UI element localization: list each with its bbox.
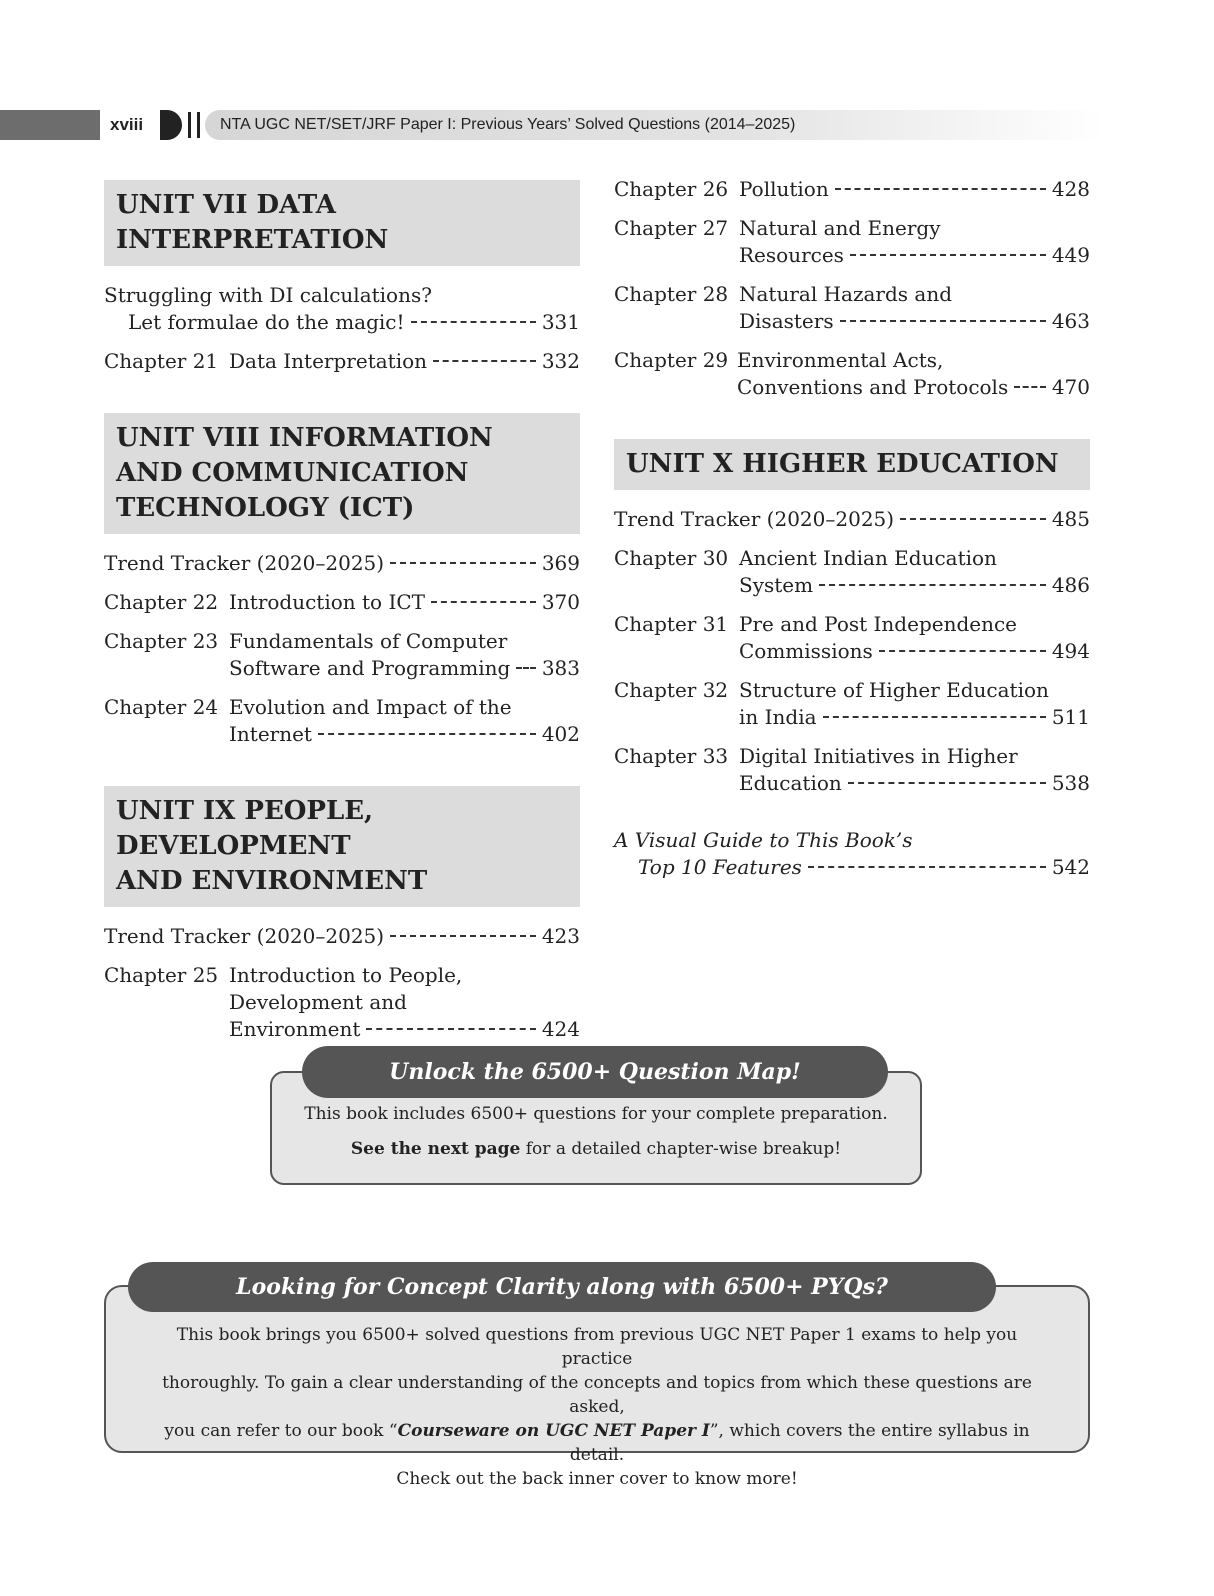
- header-cap: [160, 110, 182, 140]
- leader-dots: [366, 1028, 535, 1030]
- unit-viii-heading: [104, 413, 580, 534]
- entry-line: Top 10 Features: [638, 855, 802, 879]
- chapter-label: Chapter 31: [614, 612, 729, 636]
- entry-line: Struggling with DI calculations?: [104, 283, 432, 307]
- chapter-title: Fundamentals of Computer: [229, 629, 508, 653]
- page-ref: 538: [1051, 771, 1090, 795]
- chapter-title: Conventions and Protocols: [737, 375, 1009, 399]
- chapter-label: Chapter 24: [104, 695, 219, 719]
- toc-left-column: [104, 180, 580, 1055]
- chapter-title: in India: [739, 705, 817, 729]
- leader-dots: [850, 254, 1046, 256]
- book-title: NTA UGC NET/SET/JRF Paper I: Previous Years’ Solved Questions (2014–2025): [220, 116, 796, 133]
- page-ref: 423: [541, 924, 580, 948]
- chapter-label: Chapter 29: [614, 348, 729, 372]
- chapter-label: Chapter 33: [614, 744, 729, 768]
- chapter-title: Education: [739, 771, 842, 795]
- toc-entry-chapter-31[interactable]: [614, 611, 1090, 665]
- page-ref: 370: [541, 590, 580, 614]
- callout-line: This book brings you 6500+ solved questions from previous UGC NET Paper 1 exams to help you practice: [176, 1325, 1018, 1369]
- toc-entry-chapter-26[interactable]: [614, 176, 1090, 203]
- page-ref: 449: [1051, 243, 1090, 267]
- toc-entry-trend-tracker-higher-education[interactable]: [614, 506, 1090, 533]
- toc-entry-chapter-22[interactable]: [104, 589, 580, 616]
- page-number: xviii: [100, 110, 160, 140]
- leader-dots: [823, 716, 1046, 718]
- page-ref: 331: [541, 310, 580, 334]
- toc-entry-chapter-29[interactable]: [614, 347, 1090, 401]
- leader-dots: [433, 360, 536, 362]
- leader-dots: [411, 321, 536, 323]
- chapter-title: Pre and Post Independence: [739, 612, 1018, 636]
- chapter-label: Chapter 21: [104, 349, 219, 373]
- question-map-next-page: [270, 1139, 922, 1159]
- page-ref: 485: [1051, 507, 1090, 531]
- leader-dots: [840, 320, 1046, 322]
- toc-entry-di-formulae[interactable]: [104, 282, 580, 336]
- leader-dots: [819, 584, 1046, 586]
- toc-entry-chapter-32[interactable]: [614, 677, 1090, 731]
- leader-dots: [879, 650, 1046, 652]
- question-map-text: for a detailed chapter-wise breakup!: [520, 1139, 842, 1159]
- chapter-title: Digital Initiatives in Higher: [739, 744, 1018, 768]
- chapter-label: Chapter 25: [104, 963, 219, 987]
- unit-ix-title-line: UNIT IX PEOPLE, DEVELOPMENT: [116, 796, 374, 861]
- page-ref: 369: [541, 551, 580, 575]
- leader-dots: [835, 188, 1046, 190]
- entry-title: Trend Tracker (2020–2025): [614, 507, 895, 531]
- next-page-link-text: See the next page: [350, 1139, 521, 1159]
- toc-entry-chapter-25[interactable]: [104, 962, 580, 1043]
- toc-entry-trend-tracker-environment[interactable]: [104, 923, 580, 950]
- entry-line: A Visual Guide to This Book’s: [614, 828, 913, 852]
- chapter-title: Natural Hazards and: [739, 282, 952, 306]
- leader-dots: [431, 601, 536, 603]
- chapter-title: Development and: [229, 990, 407, 1014]
- concept-clarity-heading: Looking for Concept Clarity along with 6500+ PYQs?: [128, 1262, 996, 1312]
- callout-text: ”, which covers the entire syllabus in detail.: [569, 1421, 1030, 1465]
- leader-dots: [516, 667, 536, 669]
- callout-line: Check out the back inner cover to know more!: [396, 1469, 798, 1489]
- chapter-title: Introduction to ICT: [229, 590, 425, 614]
- page-ref: 486: [1051, 573, 1090, 597]
- question-map-text: This book includes 6500+ questions for your complete preparation.: [304, 1104, 888, 1124]
- toc-entry-chapter-23[interactable]: [104, 628, 580, 682]
- chapter-label: Chapter 32: [614, 678, 729, 702]
- chapter-title: Data Interpretation: [229, 349, 428, 373]
- header-divider: [188, 112, 200, 138]
- chapter-title: Structure of Higher Education: [739, 678, 1049, 702]
- chapter-label: Chapter 28: [614, 282, 729, 306]
- chapter-title: Environmental Acts,: [737, 348, 944, 372]
- toc-entry-chapter-33[interactable]: [614, 743, 1090, 797]
- page-ref: 470: [1051, 375, 1090, 399]
- chapter-label: Chapter 22: [104, 590, 219, 614]
- book-name: Courseware on UGC NET Paper I: [397, 1421, 710, 1441]
- unit-viii-title-line: UNIT VIII INFORMATION: [116, 423, 493, 453]
- chapter-title: Environment: [229, 1017, 361, 1041]
- page-ref: 383: [541, 656, 580, 680]
- chapter-title: System: [739, 573, 814, 597]
- chapter-title: Ancient Indian Education: [739, 546, 997, 570]
- page-ref: 402: [541, 722, 580, 746]
- chapter-label: Chapter 30: [614, 546, 729, 570]
- header-bar-left: [0, 110, 100, 140]
- chapter-label: Chapter 23: [104, 629, 219, 653]
- unit-vii-title: UNIT VII DATA INTERPRETATION: [116, 190, 389, 255]
- unit-viii-title-line: TECHNOLOGY (ICT): [116, 493, 415, 523]
- toc-entry-visual-guide[interactable]: [614, 827, 1090, 881]
- leader-dots: [318, 733, 536, 735]
- leader-dots: [900, 518, 1046, 520]
- page-ref: 494: [1051, 639, 1090, 663]
- chapter-title: Disasters: [739, 309, 834, 333]
- chapter-title: Pollution: [739, 177, 829, 201]
- callout-line: thoroughly. To gain a clear understanding of the concepts and topics from which these questions are asked,: [162, 1373, 1032, 1417]
- toc-entry-chapter-30[interactable]: [614, 545, 1090, 599]
- entry-title: Trend Tracker (2020–2025): [104, 551, 385, 575]
- page-ref: 463: [1051, 309, 1090, 333]
- entry-line: Let formulae do the magic!: [128, 310, 405, 334]
- leader-dots: [390, 935, 536, 937]
- unit-ix-title-line: AND ENVIRONMENT: [116, 866, 428, 896]
- page-ref: 542: [1051, 855, 1090, 879]
- question-map-heading: Unlock the 6500+ Question Map!: [302, 1046, 888, 1098]
- toc-entry-chapter-27[interactable]: [614, 215, 1090, 269]
- chapter-title: Software and Programming: [229, 656, 511, 680]
- page-ref: 428: [1051, 177, 1090, 201]
- unit-vii-heading: [104, 180, 580, 266]
- page-ref: 424: [541, 1017, 580, 1041]
- running-header: [0, 110, 1214, 140]
- leader-dots: [848, 782, 1046, 784]
- chapter-label: Chapter 27: [614, 216, 729, 240]
- toc-entry-trend-tracker-ict[interactable]: [104, 550, 580, 577]
- leader-dots: [1014, 386, 1046, 388]
- page-ref: 332: [541, 349, 580, 373]
- toc-right-column: [614, 176, 1090, 893]
- chapter-title: Resources: [739, 243, 844, 267]
- unit-viii-title-line: AND COMMUNICATION: [116, 458, 469, 488]
- unit-ix-heading: [104, 786, 580, 907]
- concept-clarity-text: [140, 1323, 1054, 1491]
- chapter-title: Commissions: [739, 639, 873, 663]
- toc-entry-chapter-21[interactable]: [104, 348, 580, 375]
- callout-line: [140, 1419, 1054, 1467]
- unit-x-heading: [614, 439, 1090, 490]
- entry-title: Trend Tracker (2020–2025): [104, 924, 385, 948]
- unit-x-title: UNIT X HIGHER EDUCATION: [626, 449, 1059, 479]
- chapter-title: Internet: [229, 722, 312, 746]
- toc-entry-chapter-28[interactable]: [614, 281, 1090, 335]
- chapter-title: Introduction to People,: [229, 963, 463, 987]
- leader-dots: [808, 866, 1046, 868]
- leader-dots: [390, 562, 536, 564]
- page-ref: 511: [1051, 705, 1090, 729]
- toc-entry-chapter-24[interactable]: [104, 694, 580, 748]
- chapter-title: Evolution and Impact of the: [229, 695, 512, 719]
- chapter-label: Chapter 26: [614, 177, 729, 201]
- chapter-title: Natural and Energy: [739, 216, 941, 240]
- callout-text: you can refer to our book “: [164, 1421, 398, 1441]
